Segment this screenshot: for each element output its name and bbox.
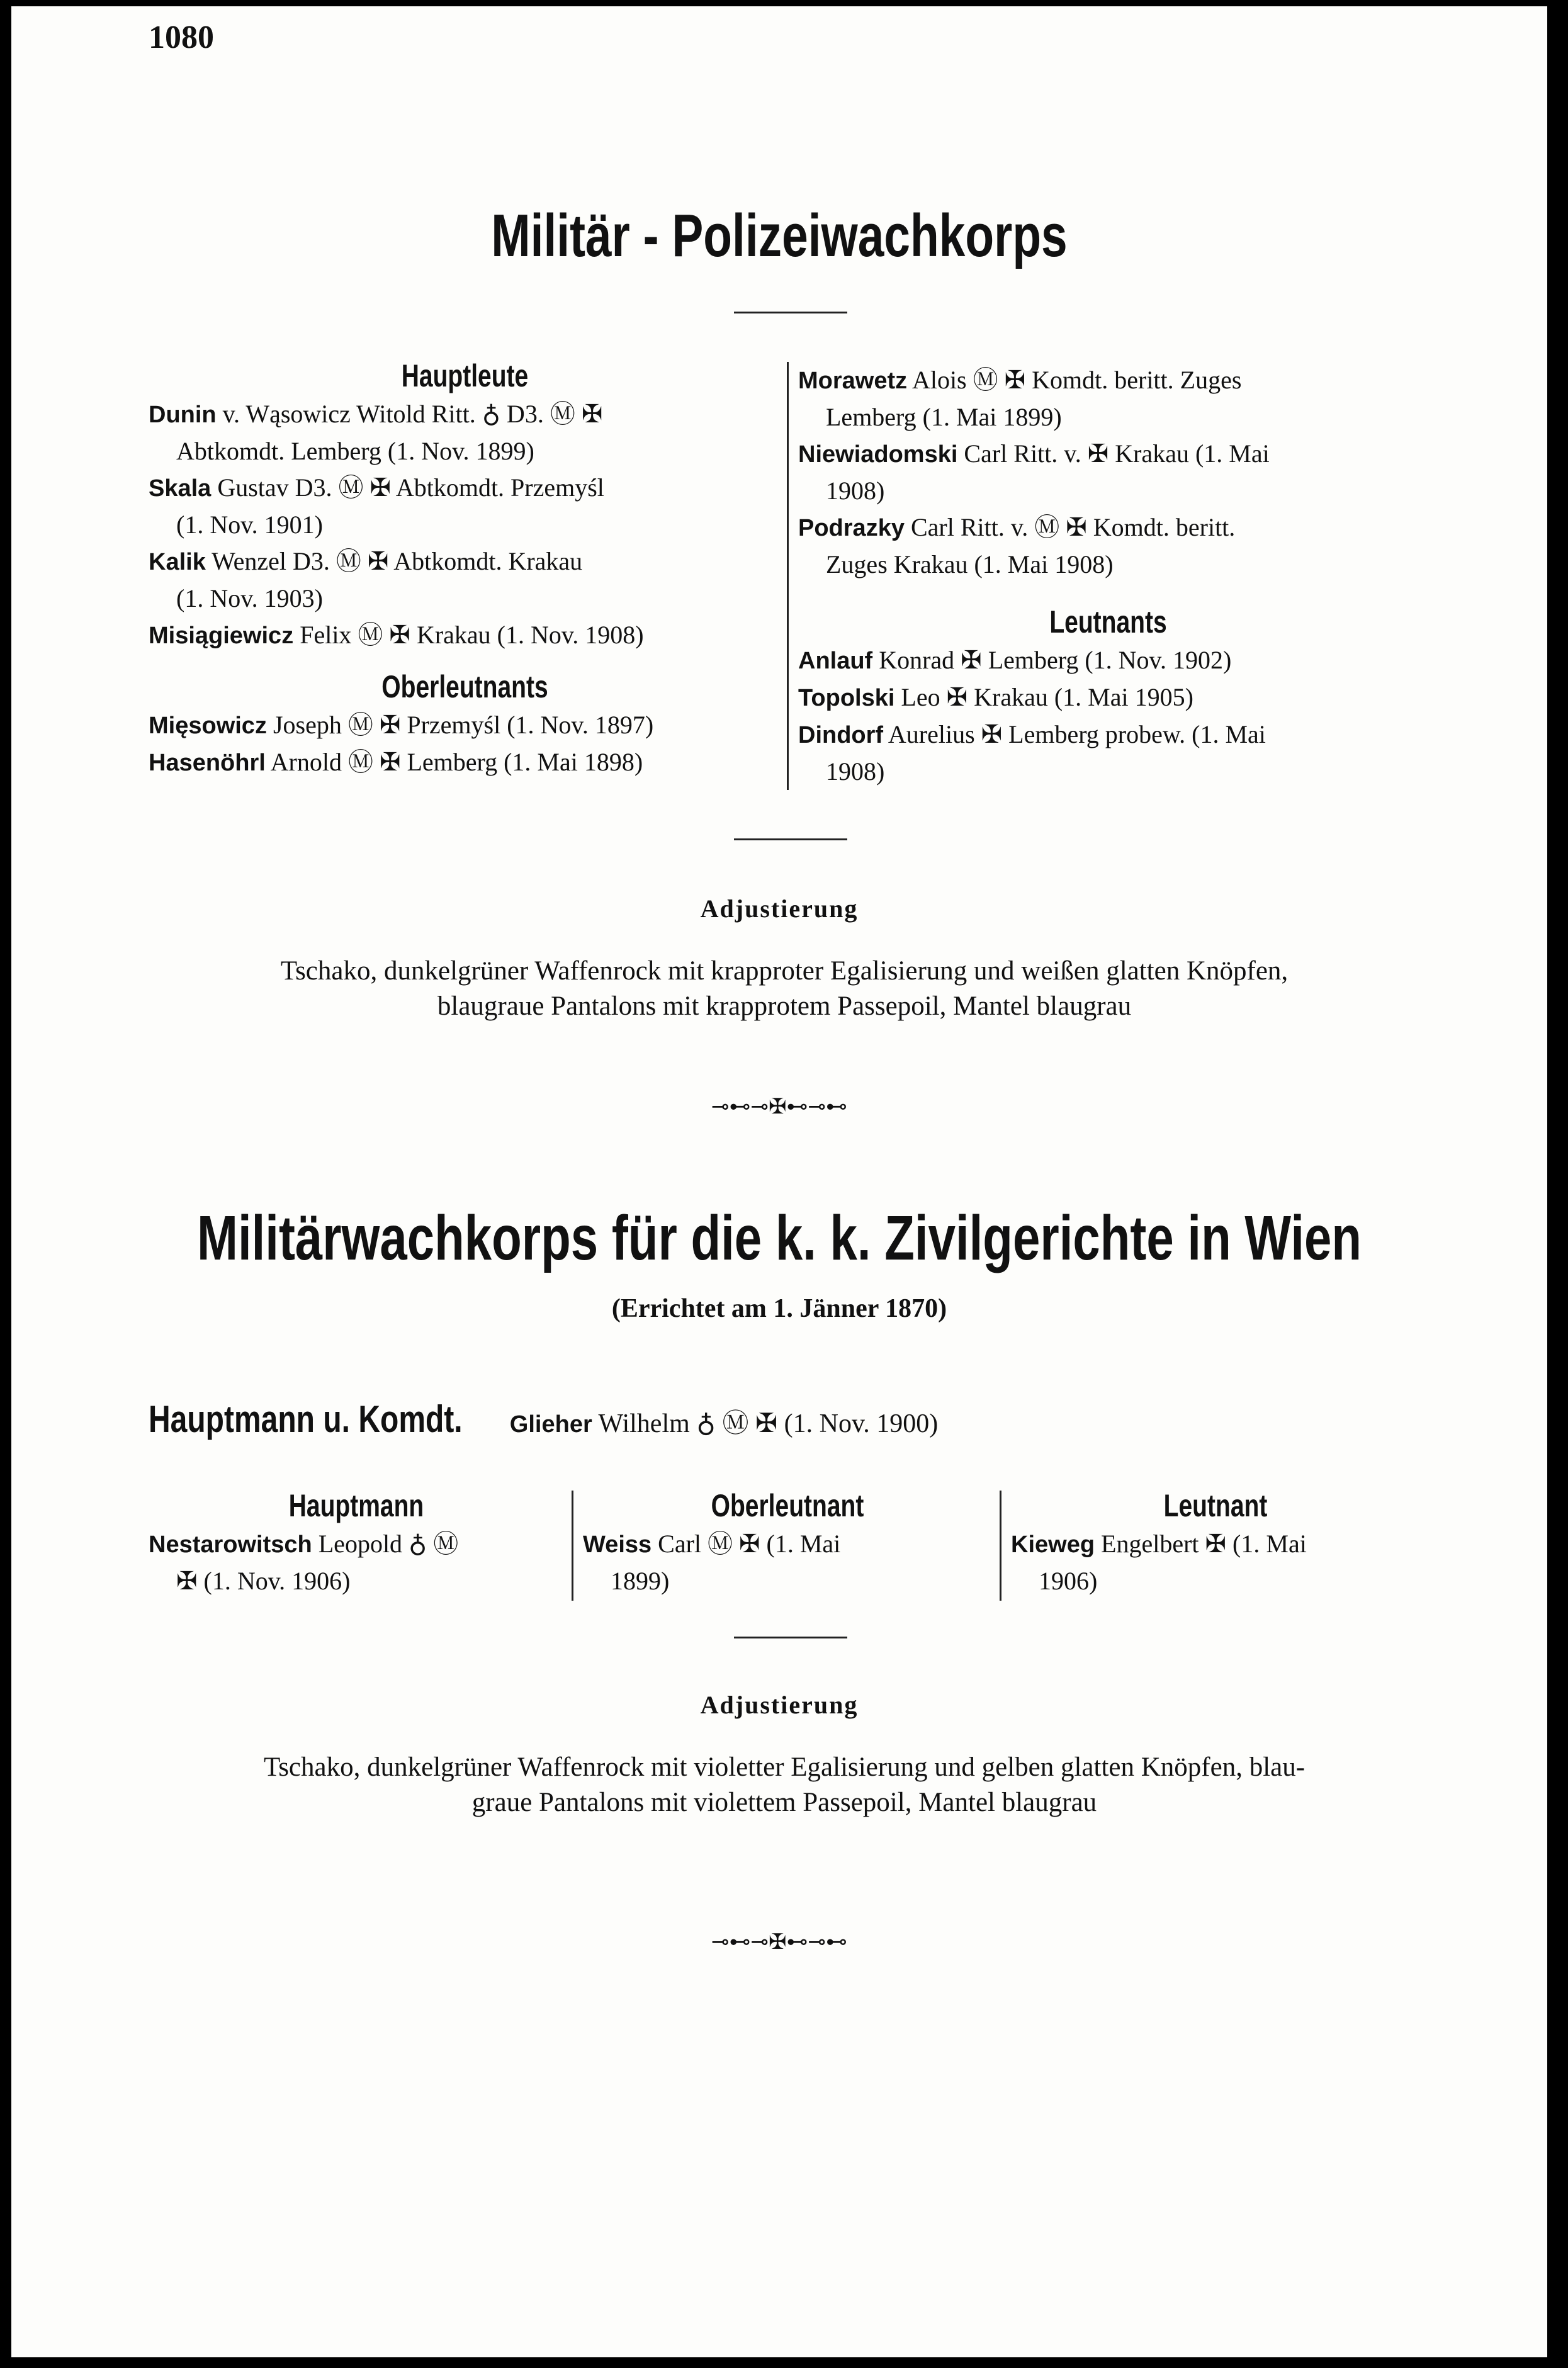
column-hauptmann (149, 1486, 564, 1599)
list-item: Mięsowicz Joseph Ⓜ ✠ Przemyśl (1. Nov. 1897) (149, 711, 654, 739)
document-page (11, 6, 1547, 2357)
list-item: Weiss Carl Ⓜ ✠ (1. Mai 1899) (583, 1530, 841, 1595)
officer-name: Kalik (149, 549, 206, 575)
list-item: Morawetz Alois Ⓜ ✠ Komdt. beritt. Zuges Lemberg (1. Mai 1899) (798, 366, 1242, 431)
list-item: Topolski Leo ✠ Krakau (1. Mai 1905) (798, 683, 1193, 711)
section-title-polizeiwachkorps: Militär - Polizeiwachkorps (491, 202, 1068, 269)
heading-hauptmann: Hauptmann (288, 1488, 424, 1523)
heading-oberleutnant: Oberleutnant (711, 1488, 864, 1523)
list-item: Anlauf Konrad ✠ Lemberg (1. Nov. 1902) (798, 646, 1232, 674)
list-item: Dindorf Aurelius ✠ Lemberg probew. (1. Mai 1908) (798, 720, 1266, 786)
officer-name: Nestarowitsch (149, 1531, 312, 1558)
officer-name: Glieher (509, 1411, 592, 1438)
officer-name: Misiągiewicz (149, 623, 294, 649)
officer-name: Anlauf (798, 648, 873, 674)
page-number: 1080 (149, 20, 214, 55)
section-rule (734, 838, 847, 840)
heading-hauptleute: Hauptleute (401, 358, 529, 393)
list-item: Hasenöhrl Arnold Ⓜ ✠ Lemberg (1. Mai 1898) (149, 748, 643, 776)
list-item: Kalik Wenzel D3. Ⓜ ✠ Abtkomdt. Krakau (1. Nov. 1903) (149, 547, 583, 612)
ornament-divider: ⊸⊷⊸✠⊷⊸⊷ (711, 1931, 847, 1954)
section-subtitle: (Errichtet am 1. Jänner 1870) (611, 1294, 947, 1323)
officer-name: Mięsowicz (149, 713, 267, 739)
officer-name: Dindorf (798, 722, 884, 748)
officer-name: Topolski (798, 685, 895, 711)
section-title-zivilgerichte: Militärwachkorps für die k. k. Zivilgerichte in Wien (196, 1203, 1362, 1273)
column-divider (1000, 1491, 1001, 1601)
column-divider (572, 1491, 573, 1601)
list-item: Niewiadomski Carl Ritt. v. ✠ Krakau (1. Mai 1908) (798, 439, 1270, 505)
list-item: Dunin v. Wąsowicz Witold Ritt. ♁ D3. Ⓜ ✠ Abtkomdt. Lemberg (1. Nov. 1899) (149, 400, 603, 465)
list-item: Skala Gustav D3. Ⓜ ✠ Abtkomdt. Przemyśl (1. Nov. 1901) (149, 473, 604, 539)
column-divider (787, 362, 789, 790)
left-column (149, 356, 781, 781)
list-item: Podrazky Carl Ritt. v. Ⓜ ✠ Komdt. beritt. Zuges Krakau (1. Mai 1908) (798, 513, 1236, 578)
list-item: Kieweg Engelbert ✠ (1. Mai 1906) (1011, 1530, 1307, 1595)
adjustierung-text-1: Tschako, dunkelgrüner Waffenrock mit krapproter Egalisierung und weißen glatten Knöpfen, blaugraue Pantalons mit krapprotem Passepoil, Mantel blaugrau (280, 956, 1289, 1021)
adjustierung-heading-1: Adjustierung (700, 894, 859, 923)
officer-name: Skala (149, 475, 212, 502)
commander-line: Hauptmann u. Komdt. Glieher Wilhelm ♁ Ⓜ ✠ (1. Nov. 1900) (149, 1398, 939, 1440)
section-rule (734, 1637, 847, 1638)
adjustierung-heading-2: Adjustierung (700, 1691, 859, 1719)
heading-oberleutnants: Oberleutnants (381, 669, 548, 704)
officer-name: Kieweg (1011, 1531, 1095, 1558)
right-column (798, 362, 1418, 790)
commander-label: Hauptmann u. Komdt. (149, 1398, 463, 1440)
ornament-divider: ⊸⊷⊸✠⊷⊸⊷ (711, 1095, 847, 1119)
column-oberleutnant (583, 1486, 992, 1599)
list-item: Misiągiewicz Felix Ⓜ ✠ Krakau (1. Nov. 1908) (149, 621, 644, 649)
officer-name: Hasenöhrl (149, 750, 266, 776)
officer-name: Weiss (583, 1531, 652, 1558)
list-item: Nestarowitsch Leopold ♁ Ⓜ ✠ (1. Nov. 1906) (149, 1530, 459, 1595)
officer-name: Podrazky (798, 515, 905, 541)
adjustierung-text-2: Tschako, dunkelgrüner Waffenrock mit violetter Egalisierung und gelben glatten Knöpfen, blau- graue Pantalons mit violettem Passepoil, Mantel blaugrau (263, 1752, 1306, 1817)
heading-leutnants: Leutnants (1049, 604, 1167, 640)
column-leutnant (1011, 1486, 1420, 1599)
officer-name: Niewiadomski (798, 441, 958, 468)
title-rule (734, 312, 847, 313)
officer-name: Morawetz (798, 368, 908, 394)
heading-leutnant: Leutnant (1163, 1488, 1268, 1523)
officer-name: Dunin (149, 402, 217, 428)
